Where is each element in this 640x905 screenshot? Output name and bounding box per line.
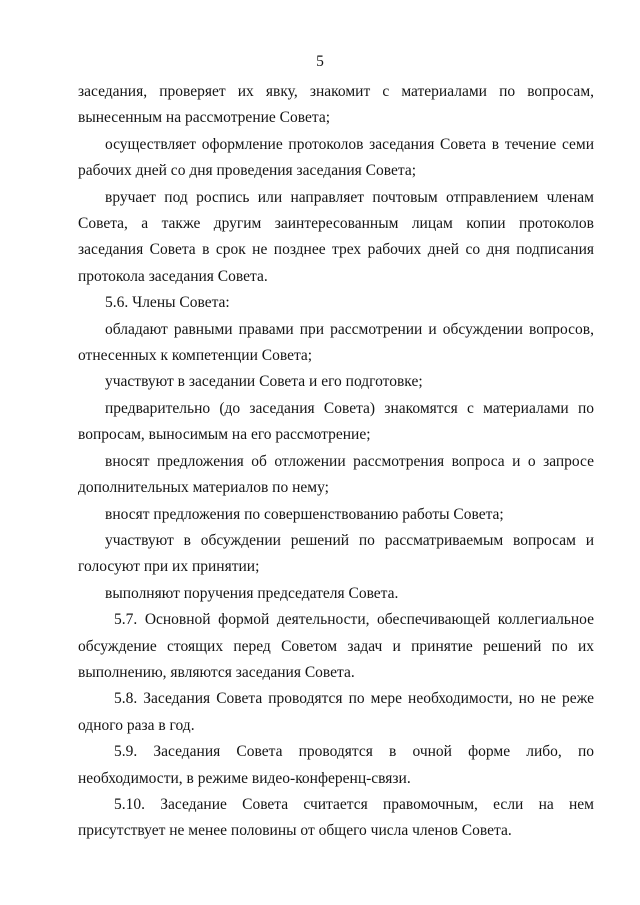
paragraph: 5.7. Основной формой деятельности, обеспечивающей коллегиальное обсуждение стоящих перед Советом задач и принятие решений по их выполнению, являются заседания Совета. — [78, 611, 594, 681]
paragraph: выполняют поручения председателя Совета. — [105, 584, 399, 602]
paragraph: вносят предложения об отложении рассмотрения вопроса и о запросе дополнительных материалов по нему; — [78, 452, 594, 497]
paragraph: 5.10. Заседание Совета считается правомочным, если на нем присутствует не менее половины от общего числа членов Совета. — [78, 795, 594, 840]
paragraph: участвуют в заседании Совета и его подготовке; — [105, 373, 423, 391]
paragraph: обладают равными правами при рассмотрении и обсуждении вопросов, отнесенных к компетенции Совета; — [78, 320, 594, 365]
paragraph: предварительно (до заседания Совета) знакомятся с материалами по вопросам, выносимым на его рассмотрение; — [78, 399, 594, 444]
paragraph: вносят предложения по совершенствованию работы Совета; — [105, 505, 504, 523]
document-body — [78, 79, 594, 845]
paragraph: 5.8. Заседания Совета проводятся по мере необходимости, но не реже одного раза в год. — [78, 690, 594, 734]
paragraph: 5.9. Заседания Совета проводятся в очной форме либо, по необходимости, в режиме видео-конференц-связи. — [78, 743, 594, 787]
paragraph: участвуют в обсуждении решений по рассматриваемым вопросам и голосуют при их принятии; — [78, 531, 594, 576]
section-heading: 5.6. Члены Совета: — [105, 294, 230, 312]
page-number: 5 — [316, 53, 324, 70]
paragraph: вручает под роспись или направляет почтовым отправлением членам Совета, а также другим заинтересованным лицам копии протоколов заседания Совета в срок не позднее трех рабочих дней со дня подписания протокола заседания Совета. — [78, 188, 594, 285]
paragraph: заседания, проверяет их явку, знакомит с материалами по вопросам, вынесенным на рассмотрение Совета; — [78, 83, 594, 127]
paragraph: осуществляет оформление протоколов заседания Совета в течение семи рабочих дней со дня проведения заседания Совета; — [78, 135, 594, 180]
